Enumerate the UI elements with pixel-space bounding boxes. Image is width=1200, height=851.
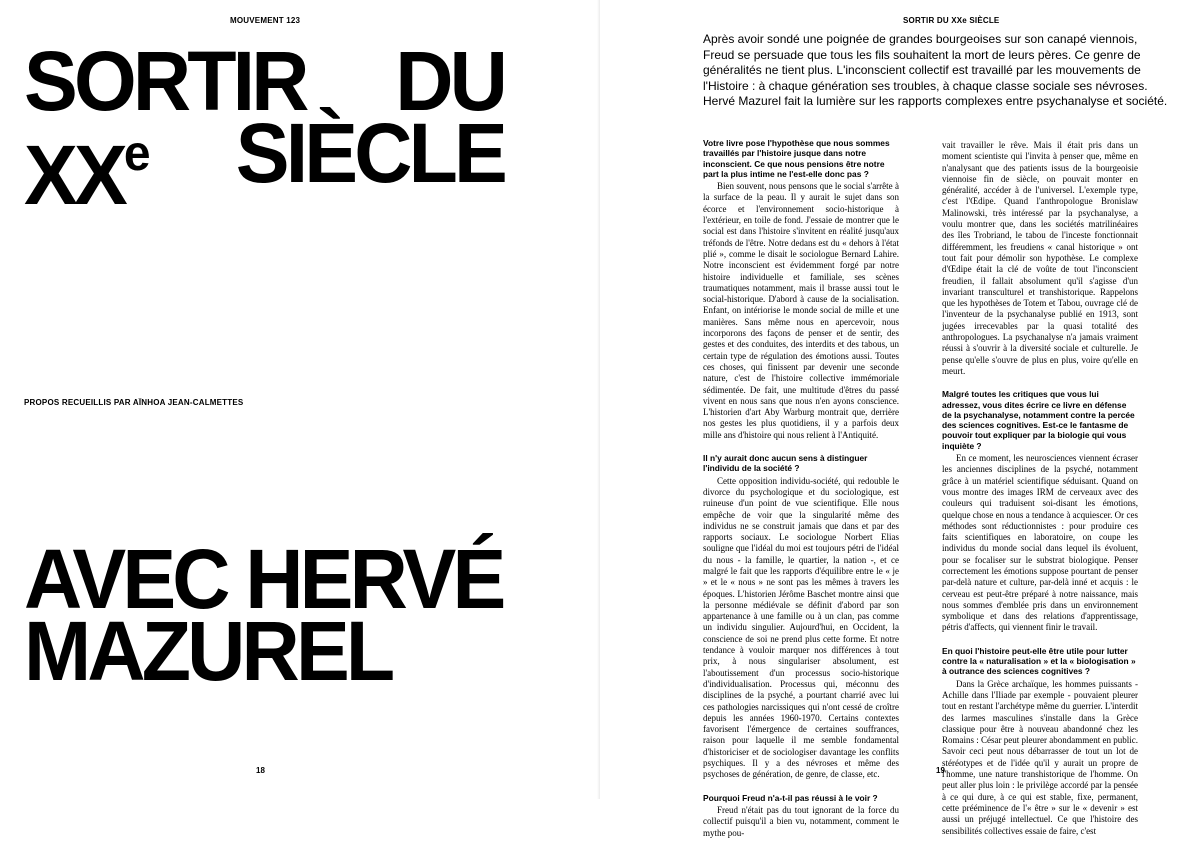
- title-word-sortir: SORTIR: [24, 34, 306, 128]
- running-head-left: MOUVEMENT 123: [230, 16, 301, 25]
- answer-3: Freud n'était pas du tout ignorant de la force du collectif puisqu'il a bien vu, notamment, comment le mythe pou-: [703, 804, 899, 838]
- interview-credit: PROPOS RECUEILLIS PAR AÏNHOA JEAN-CALMETTES: [24, 398, 244, 407]
- title-top: [24, 34, 504, 222]
- question-5: En quoi l'histoire peut-elle être utile pour lutter contre la « naturalisation » et la « biologisation » à outrance des sciences cognitives ?: [942, 645, 1136, 677]
- running-head-right: SORTIR DU XXe SIÈCLE: [903, 16, 1000, 25]
- answer-5: Dans la Grèce archaïque, les hommes puissants - Achille dans l'Iliade par exemple - pouvaient pleurer tout en restant l'archétype même du guerrier. L'interdit des larmes masculines s'installe dans la Grèce classique pour être à nouveau abandonné chez les Romains : César peut pleurer abondamment en public. Savoir ceci peut nous débarrasser de tout un lot de stéréotypes et de l'idée qu'il y aurait un propre de l'homme, une nature transhistorique de l'homme. On peut aller plus loin : le privilège accordé par la pensée à ce qui dure, à ce qui est stable, fixe, permanent, cette prééminence de l'« être » sur le « devenir » est aussi un préjugé intellectuel. Ce que l'histoire des sensibilités collectives essaie de faire, c'est: [942, 678, 1138, 836]
- answer-4: En ce moment, les neurosciences viennent écraser les anciennes disciplines de la psyché, notamment grâce à un matériel scientifique séduisant. Quand on vous montre des images IRM de cerveaux avec des couleurs qui traduisent soi-disant les émotions, quelque chose en nous a tendance à acquiescer. Or ces méthodes sont réductionnistes : pour produire ces faits scientifiques en laboratoire, on coupe les individus du monde social dans lequel ils évoluent, pour se focaliser sur le substrat biologique. Penser correctement les émotions suppose pourtant de penser par-delà nature et culture, par-delà inné et acquis : le cerveau est peut-être préparé à notre naissance, mais nous sommes d'emblée pris dans un environnement symbolique et dans des relations d'apprentissage, pétris d'affects, qui viennent finir le travail.: [942, 453, 1138, 633]
- title-line-3: AVEC HERVÉ: [24, 532, 503, 626]
- page-number-right: 19: [936, 766, 945, 775]
- title-word-siecle: SIÈCLE: [235, 106, 504, 200]
- page-number-left: 18: [256, 766, 265, 775]
- title-line-4: MAZUREL: [24, 604, 392, 698]
- title-word-du: DU: [395, 34, 504, 128]
- title-bottom: [24, 532, 504, 698]
- title-line-2: [24, 106, 504, 222]
- question-4: Malgré toutes les critiques que vous lui adressez, vous dites écrire ce livre en défense de la psychanalyse, notamment contre la percée des sciences cognitives. Est-ce le fantasme de pouvoir tout expliquer par la biologie qui vous inquiète ?: [942, 389, 1135, 451]
- title-sup-e: e: [123, 125, 149, 181]
- text-column-2: [942, 140, 1138, 849]
- left-page: [0, 0, 600, 799]
- right-page: [600, 0, 1200, 838]
- intro-chapo: Après avoir sondé une poignée de grandes bourgeoises sur son canapé viennois, Freud se persuade que tous les fils souhaitent la mort de leurs pères. Ce genre de généralités ne tient plus. L'inconscient collectif est travaillé par les mouvements de l'Histoire : à chaque génération ses troubles, à chaque classe sociale ses névroses. Hervé Mazurel fait la lumière sur les rapports complexes entre psychanalyse et société.: [703, 32, 1168, 108]
- question-2: Il n'y aurait donc aucun sens à distinguer l'individu de la société ?: [703, 453, 868, 474]
- question-3: Pourquoi Freud n'a-t-il pas réussi à le voir ?: [703, 792, 878, 803]
- text-column-1: [703, 138, 899, 851]
- answer-1: Bien souvent, nous pensons que le social s'arrête à la surface de la peau. Il y aurait le sujet dans son écorce et l'environnement socio-historique à l'extérieur, en toile de fond. J'essaie de montrer que le social est dans l'histoire s'invitent en réalité jusqu'aux tréfonds de l'être. Notre dedans est du « dehors à l'état plié », comme le disait le sociologue Bernard Lahire. Notre inconscient est évidemment forgé par notre histoire individuelle et familiale, ses scènes traumatiques notamment, mais il brasse aussi tout le social-historique. D'abord à cause de la socialisation. Enfant, on intériorise le monde social de mille et une manières. Sans même nous en apercevoir, nous incorporons des façons de penser et de sentir, des gestes et des conduites, des interdits et des tabous, un certain type de régulation des émotions aussi. Toutes ces choses, qui finissent par devenir une seconde nature, c'est de l'histoire collective immémoriale sédimentée. De fait, une multitude d'êtres du passé vivent en nous sans que nous n'en ayons conscience. L'historien d'art Aby Warburg montrait que, derrière nos gestes les plus quotidiens, il y a parfois deux mille ans d'histoire qui nous relient à l'Antiquité.: [703, 181, 899, 440]
- answer-2: Cette opposition individu-société, qui redouble le divorce du psychologique et du sociologique, est ruineuse d'un point de vue scientifique. Elle nous empêche de voir que la singularité même des individus ne se construit jamais que dans et par des rapports sociaux. Le sociologue Norbert Elias souligne que l'idéal du moi est toujours pétri de l'idéal du nous - la famille, le quartier, la nation -, et ce malgré le fait que les rapports d'équilibre entre le « je » et le « nous » ne sont pas les mêmes à travers les époques. L'historien Jérôme Baschet montre ainsi que la personne médiévale se définit d'abord par son appartenance à une famille ou à un clan, pas comme un individu singulier. Aujourd'hui, en Occident, la conscience de soi ne prend plus cette forme. Et notre tendance à vouloir marquer nos différences à tout prix, à nous singulariser absolument, est l'aboutissement d'un processus socio-historique d'individualisation. Processus qui, méconnu des disciplines de la psyché, a pourtant charrié avec lui ces pathologies narcissiques qui n'ont cessé de croître depuis les années 1960-1970. Certains contextes favorisent l'émergence de certaines souffrances, raison pour laquelle il me semble fondamental d'historiciser et de sociologiser davantage les conflits psychiques. Il y a des névroses et même des psychoses de génération, de genre, de classe, etc.: [703, 475, 899, 780]
- title-word-xx: XXe: [24, 125, 149, 222]
- question-1: Votre livre pose l'hypothèse que nous sommes travaillés par l'histoire jusque dans notre inconscient. Ce que nous pensions être notre part la plus intime ne l'est-elle donc pas ?: [703, 138, 890, 179]
- answer-3-continued: vait travailler le rêve. Mais il était pris dans un moment scientiste qui l'invita à penser que, même en n'analysant que des patients issus de la bourgeoisie viennoise fin de siècle, on pouvait monter en généralité, accéder à de l'universel. L'exemple type, c'est l'Œdipe. Quand l'anthropologue Bronislaw Malinowski, très intéressé par la psychanalyse, a voulu montrer que, dans les sociétés matrilinéaires des îles Trobriand, le tabou de l'inceste fonctionnait différemment, les freudiens « canal historique » ont tout fait pour démolir son hypothèse. Le complexe d'Œdipe était la clé de voûte de tout l'inconscient freudien, il fallait absolument qu'il s'agisse d'un invariant transculturel et transhistorique. Rappelons que les hypothèses de Totem et Tabou, ouvrage clé de l'inventeur de la psychanalyse publié en 1913, sont jugées irrecevables par la quasi totalité des anthropologues. La psychanalyse n'a jamais vraiment réussi à s'ouvrir à la diversité sociale et culturelle. Je pense qu'elle s'ouvre de plus en plus, voire qu'elle en meurt.: [942, 140, 1138, 376]
